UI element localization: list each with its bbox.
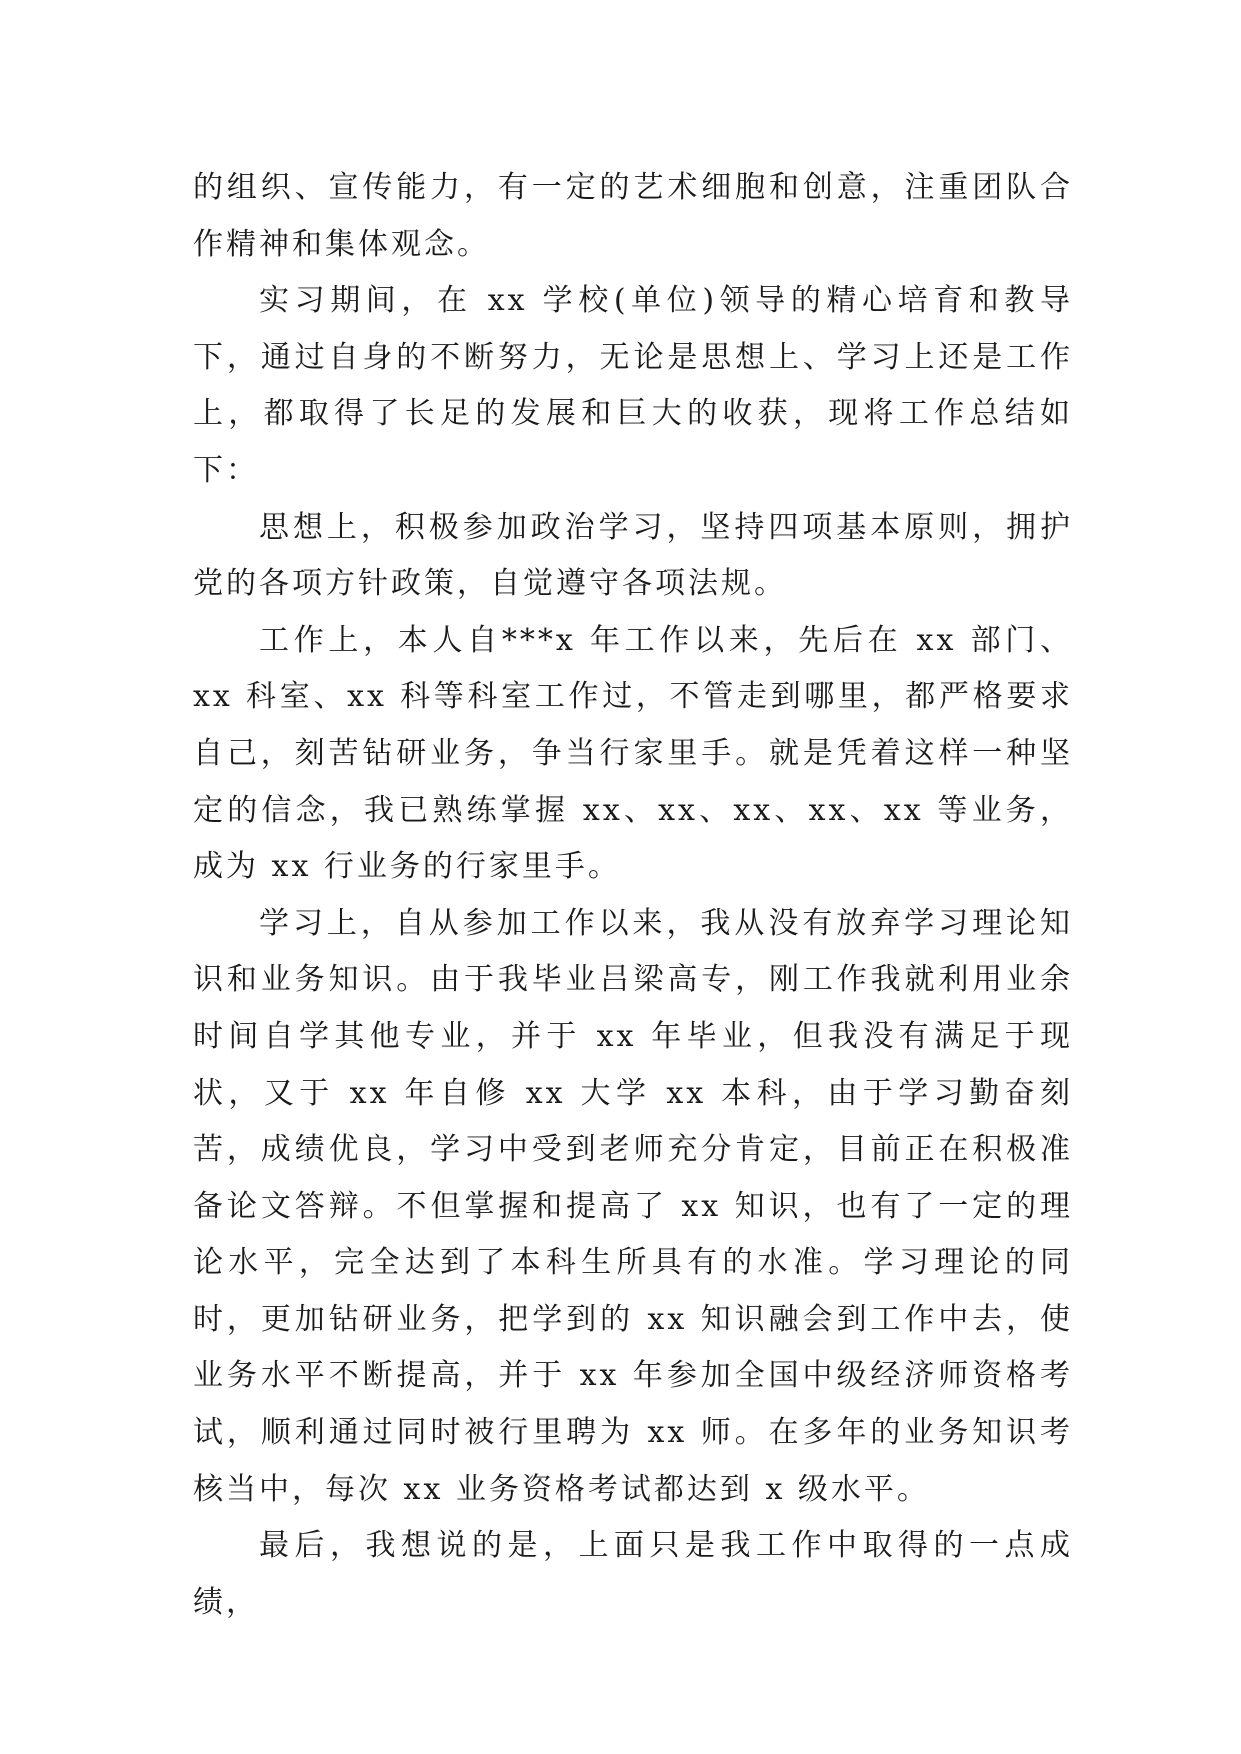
paragraph-ideology: 思想上，积极参加政治学习，坚持四项基本原则，拥护党的各项方针政策，自觉遵守各项法规。 bbox=[193, 509, 1073, 602]
paragraph-organization-skills: 的组织、宣传能力，有一定的艺术细胞和创意，注重团队合作精神和集体观念。 bbox=[193, 170, 1073, 262]
paragraph-work: 工作上，本人自***x 年工作以来，先后在 xx 部门、xx 科室、xx 科等科室工作过，不管走到哪里，都严格要求自己，刻苦钻研业务，争当行家里手。就是凭着这样一种坚定的信念，我已熟练掌握 xx、xx、xx、xx、xx 等业务，成为 xx 行业务的行家里手。 bbox=[193, 622, 1073, 885]
paragraph-study: 学习上，自从参加工作以来，我从没有放弃学习理论知识和业务知识。由于我毕业吕梁高专，刚工作我就利用业余时间自学其他专业，并于 xx 年毕业，但我没有满足于现状，又于 xx 年自修 xx 大学 xx 本科，由于学习勤奋刻苦，成绩优良，学习中受到老师充分肯定，目前正在积极准备论文答辩。不但掌握和提高了 xx 知识，也有了一定的理论水平，完全达到了本科生所具有的水准。学习理论的同时，更加钻研业务，把学到的 xx 知识融会到工作中去，使业务水平不断提高，并于 xx 年参加全国中级经济师资格考试，顺利通过同时被行里聘为 xx 师。在多年的业务知识考核当中，每次 xx 业务资格考试都达到 x 级水平。 bbox=[193, 905, 1073, 1507]
document-body bbox=[193, 160, 1073, 1631]
paragraph-internship-intro: 实习期间，在 xx 学校(单位)领导的精心培育和教导下，通过自身的不断努力，无论是思想上、学习上还是工作上，都取得了长足的发展和巨大的收获，现将工作总结如下： bbox=[193, 283, 1073, 488]
paragraph-conclusion: 最后，我想说的是，上面只是我工作中取得的一点成绩， bbox=[193, 1528, 1073, 1620]
